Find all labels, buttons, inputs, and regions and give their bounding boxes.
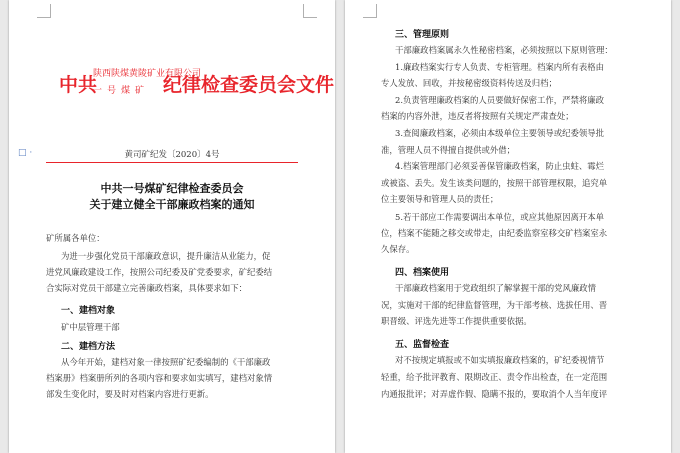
red-letterhead: [59, 58, 335, 104]
section-body-line: 干部廉政档案属永久性秘密档案，必须按照以下原则管理：: [395, 45, 613, 55]
red-divider: [46, 162, 298, 163]
section-body-line: 4.档案管理部门必须妥善保管廉政档案，防止虫蛀、霉烂: [395, 161, 604, 171]
section-body-line: 专人发放、回收，并按秘密级资料传送及归档；: [381, 78, 557, 88]
section-heading: 五、监督检查: [395, 340, 450, 350]
section-body-line: 久保存。: [381, 244, 415, 254]
section-body-line: 2.负责管理廉政档案的人员要做好保密工作，严禁将廉政: [395, 95, 604, 105]
section-body-line: 干部廉政档案用于党政组织了解掌握干部的党风廉政情: [395, 283, 596, 293]
section-body-line: 况，实施对干部的纪律监督管理，为干部考核、选拔任用、晋: [381, 300, 608, 310]
document-number: 黄司矿纪发〔2020〕4号: [124, 150, 220, 160]
letterhead-suffix: 纪律检查委员会文件: [163, 74, 335, 96]
intro-line: 进党风廉政建设工作，按照公司纪委及矿党委要求，矿纪委结: [46, 267, 273, 277]
crop-mark: [37, 4, 51, 18]
section-heading: 一、建档对象: [61, 306, 116, 316]
section-body-line: 内通报批评；对弄虚作假、隐瞒不报的，要取消个人当年度评: [381, 389, 608, 399]
section-body: 矿中层管理干部: [61, 322, 120, 332]
intro-line: 合实际对党员干部建立完善廉政档案，具体要求如下：: [46, 283, 247, 293]
notice-title-line1: 中共一号煤矿纪律检查委员会: [100, 182, 244, 195]
letterhead-mine: 一号煤矿: [93, 86, 150, 96]
section-body-line: 部发生变化时，要及时对档案内容进行更新。: [46, 389, 214, 399]
section-body-line: 5.若干部应工作需要调出本单位，或应其他原因离开本单: [395, 212, 604, 222]
section-body-line: 1.廉政档案实行专人负责、专柜管理。档案内所有表格由: [395, 62, 604, 72]
document-outline-icon[interactable]: □ ·: [18, 148, 33, 158]
section-body-line: 位主要领导和管理人员的责任；: [381, 194, 499, 204]
crop-mark: [363, 4, 377, 18]
section-body-line: 档案册》档案册所列的各项内容和要求如实填写，建档对象情: [46, 373, 273, 383]
section-body-line: 档案的内容外泄，违反者将按照有关规定严肃查处；: [381, 111, 574, 121]
intro-line: 为进一步强化党员干部廉政意识，提升廉洁从业能力，促: [61, 251, 271, 261]
crop-mark: [303, 4, 317, 18]
section-body-line: 准，管理人员不得擅自提供或外借；: [381, 145, 515, 155]
section-body-line: 或被盗、丢失。发生该类问题的，按照干部管理权限，追究单: [381, 178, 608, 188]
section-body-line: 对不按规定填报或不如实填报廉政档案的，矿纪委视情节: [395, 355, 605, 365]
section-body-line: 职晋级、评选先进等工作提供重要依据。: [381, 316, 532, 326]
salutation: 矿所属各单位：: [46, 233, 105, 243]
letterhead-company: 陕西陕煤黄陵矿业有限公司: [93, 69, 202, 79]
notice-title-line2: 关于建立健全干部廉政档案的通知: [89, 198, 255, 211]
section-heading: 四、档案使用: [395, 268, 450, 278]
section-body-line: 从今年开始，建档对象一律按照矿纪委编制的《干部廉政: [61, 357, 271, 367]
section-body-line: 3.查阅廉政档案，必须由本级单位主要领导或纪委领导批: [395, 128, 604, 138]
section-body-line: 位，档案不能随之移交或带走，由纪委监察室移交矿档案室永: [381, 228, 608, 238]
section-heading: 三、管理原则: [395, 30, 450, 40]
document-page-right: [345, 0, 671, 453]
letterhead-prefix: 中共: [59, 74, 98, 96]
document-page-left: [9, 0, 335, 453]
section-heading: 二、建档方法: [61, 342, 116, 352]
section-body-line: 轻重，给予批评教育、限期改正、责令作出检查，在一定范围: [381, 372, 608, 382]
